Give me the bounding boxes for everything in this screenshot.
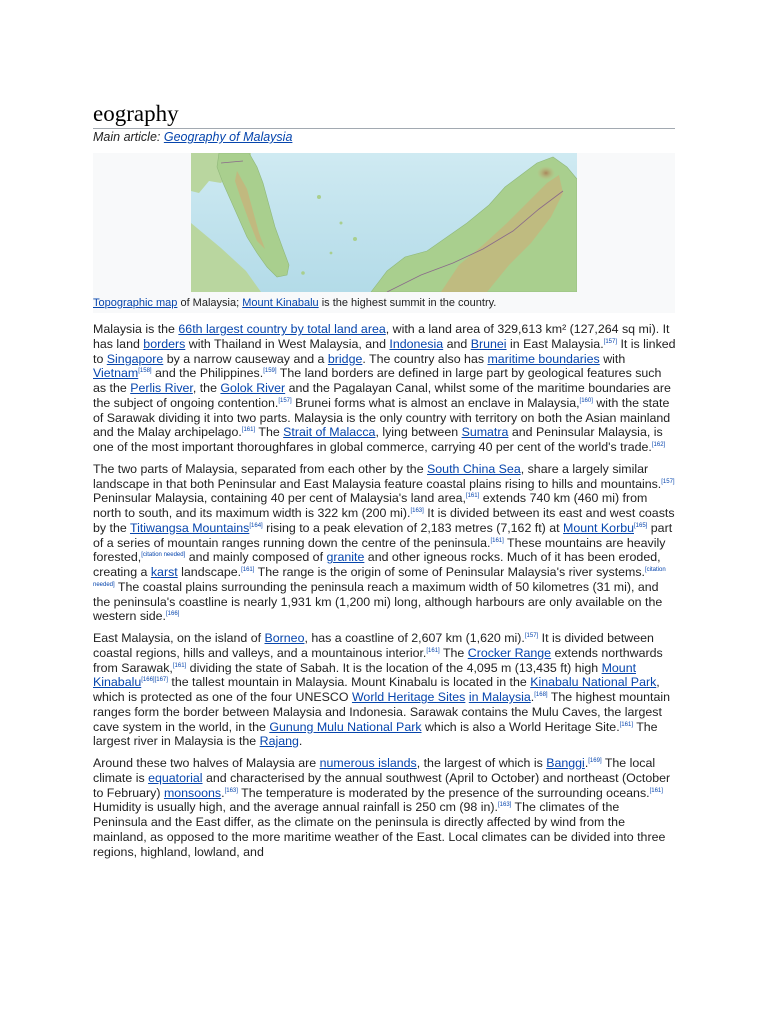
text: and (443, 336, 471, 351)
reference[interactable]: [157] (278, 397, 292, 404)
link[interactable]: 66th largest country by total land area (178, 322, 386, 336)
mount-kinabalu-marker (537, 166, 555, 180)
text: rising to a peak elevation of 2,183 metres (7,162 ft) at (262, 520, 564, 535)
reference[interactable]: [157] (603, 338, 618, 345)
text: The coastal plains surrounding the peninsula reach a maximum width of 50 kilometres (31 mi), and the peninsula's coastline is nearly 1,931 km (1,200 mi) long, although harbours are only available on the western side. (93, 579, 663, 624)
reference[interactable]: [165] (633, 522, 648, 529)
text: Humidity is usually high, and the average annual rainfall is 250 cm (98 in). (93, 800, 498, 815)
text: . (530, 690, 535, 704)
text: , share a largely similar landscape in that both Peninsular and East Malaysia feature coastal plains rising to hills and mountains. (93, 461, 662, 491)
link[interactable]: Mount Kinabalu (93, 660, 637, 690)
reference[interactable]: [157] (661, 478, 675, 485)
link[interactable]: Singapore (106, 351, 164, 366)
malaysia-topographic-map[interactable] (191, 153, 577, 292)
link[interactable]: numerous islands (319, 756, 417, 770)
text: landscape. (177, 565, 242, 579)
text: The largest river in Malaysia is the (93, 719, 658, 749)
link[interactable]: maritime boundaries (487, 351, 600, 366)
reference[interactable]: [169] (588, 757, 602, 764)
text: the tallest mountain in Malaysia. Mount Kinabalu is located in the (167, 675, 531, 690)
text: with (599, 351, 626, 366)
link[interactable]: Borneo (264, 631, 305, 645)
reference[interactable]: [161] (241, 566, 255, 573)
text: and mainly composed of (185, 550, 327, 565)
text: The temperature is moderated by the presence of the surrounding oceans. (237, 785, 650, 800)
text: , the largest of which is (416, 756, 547, 770)
section-heading: eography (93, 100, 675, 129)
text: . (298, 734, 303, 749)
text: and characterised by the annual southwest (April to October) and northeast (October to February) (93, 770, 671, 800)
link[interactable]: Banggi (546, 756, 585, 770)
text: It is divided between its east and west coasts by the (93, 506, 675, 535)
reference[interactable]: [161] (465, 493, 480, 500)
reference[interactable]: [158] (138, 368, 152, 375)
reference[interactable]: [162] (651, 441, 666, 448)
text: and Peninsular Malaysia, is one of the most important thoroughfares in global commerce, carrying 40 per cent of the world's trade. (93, 425, 663, 454)
reference[interactable]: [159] (263, 368, 277, 375)
text: . (584, 756, 589, 770)
text: , with a land area of 329,613 km² (127,264 sq mi). It has land (93, 322, 670, 351)
link[interactable]: in Malaysia (468, 690, 531, 704)
text: East Malaysia, on the island of (93, 631, 265, 645)
figure-caption (93, 297, 496, 309)
text: extends northwards from Sarawak, (93, 645, 663, 675)
text: The highest mountain ranges form the border between Malaysia and Indonesia. Sarawak contains the Mulu Caves, the largest cave system in the world, in the (93, 690, 670, 734)
text: Malaysia is the (93, 322, 179, 336)
reference[interactable]: [163] (497, 802, 512, 809)
reference[interactable]: [161] (172, 662, 187, 669)
island (301, 271, 305, 275)
reference[interactable]: [163] (410, 507, 424, 514)
link[interactable]: equatorial (148, 770, 203, 785)
text: It is divided between coastal regions, hills and valleys, and a mountainous interior. (93, 631, 654, 660)
text: extends 740 km (460 mi) from north to south, and its maximum width is 322 km (200 mi). (93, 491, 648, 520)
text: which is also a World Heritage Site. (421, 719, 620, 734)
link[interactable]: South China Sea (427, 461, 521, 476)
reference[interactable]: [161] (241, 427, 256, 434)
reference[interactable]: [157] (524, 632, 539, 639)
paragraph-1 (93, 322, 677, 455)
link[interactable]: Titiwangsa Mountains (129, 520, 250, 535)
reference[interactable]: [161] (490, 537, 504, 544)
text: , has a coastline of 2,607 km (1,620 mi). (304, 631, 525, 645)
link[interactable]: bridge (327, 351, 363, 366)
reference[interactable]: [161] (619, 721, 633, 728)
text: Around these two halves of Malaysia are (93, 756, 320, 770)
text: by a narrow causeway and a (163, 351, 328, 366)
topographic-map-figure (93, 153, 675, 313)
island (317, 195, 321, 199)
link[interactable]: Indonesia (389, 336, 444, 351)
reference[interactable]: [168] (534, 691, 548, 698)
text: These mountains are heavily forested, (93, 535, 666, 565)
text: The two parts of Malaysia, separated from each other by the (93, 461, 428, 476)
link[interactable]: monsoons (163, 785, 222, 800)
paragraph-2 (93, 462, 677, 624)
text: dividing the state of Sabah. It is the location of the 4,095 m (13,435 ft) high (186, 660, 602, 675)
text: , lying between (375, 425, 462, 440)
link[interactable]: Gunung Mulu National Park (269, 719, 422, 734)
link[interactable]: karst (150, 565, 178, 579)
link[interactable]: granite (326, 550, 365, 565)
link[interactable]: Kinabalu National Park (530, 675, 657, 690)
link[interactable]: Sumatra (461, 425, 509, 440)
text: and the Philippines. (151, 366, 264, 381)
reference[interactable]: [166][167] (141, 677, 168, 684)
paragraph-4 (93, 756, 677, 859)
reference[interactable]: [160] (579, 397, 593, 404)
text: , the (192, 381, 221, 395)
link[interactable]: Brunei (470, 336, 507, 351)
text: The land borders are defined in large part by geological features such as the (93, 366, 662, 395)
link[interactable]: borders (143, 336, 186, 351)
text: and the Pagalayan Canal, whilst some of the maritime boundaries are the subject of ongoing contention. (93, 381, 671, 410)
text: of Malaysia; (177, 297, 243, 309)
paragraph-3 (93, 631, 677, 749)
reference[interactable]: [citation needed] (93, 566, 666, 588)
link[interactable]: Rajang (259, 734, 299, 749)
text: , which is protected as one of the four UNESCO (93, 675, 660, 704)
reference[interactable]: [citation needed] (141, 552, 186, 559)
text: The (255, 425, 284, 440)
text: part of a series of mountain ranges running down the centre of the peninsula. (93, 520, 673, 550)
mount-kinabalu-caption-link[interactable]: Mount Kinabalu (242, 297, 319, 309)
topographic-map-link[interactable]: Topographic map (93, 297, 178, 309)
link[interactable]: World Heritage Sites (351, 690, 466, 704)
reference[interactable]: [164] (249, 522, 263, 529)
text: The climates of the Peninsula and the East differ, as the climate on the peninsula is directly affected by wind from the mainland, as opposed to the more maritime weather of the East. Local climates can be divided into three regions, highland, lowland, and (93, 800, 666, 859)
text: It is linked to (93, 336, 676, 366)
island (340, 222, 343, 225)
text: with the state of Sarawak dividing it into two parts. Malaysia is the only country with territory on both the Asian mainland and the Malay archipelago. (93, 395, 671, 440)
text: Peninsular Malaysia, containing 40 per cent of Malaysia's land area, (93, 491, 466, 506)
island (353, 237, 357, 241)
text: . The country also has (362, 351, 488, 366)
link[interactable]: Perlis River (130, 381, 193, 395)
link[interactable]: Mount Korbu (563, 520, 634, 535)
link[interactable]: Strait of Malacca (283, 425, 376, 440)
reference[interactable]: [166] (166, 611, 180, 618)
text: with Thailand in West Malaysia, and (185, 336, 390, 351)
text: is the highest summit in the country. (318, 297, 497, 309)
link[interactable]: Crocker Range (467, 645, 552, 660)
text: and other igneous rocks. Much of it has been eroded, creating a (93, 550, 661, 579)
link[interactable]: Vietnam (93, 366, 139, 381)
link[interactable]: Golok River (220, 381, 286, 395)
reference[interactable]: [161] (426, 647, 440, 654)
text: Brunei forms what is almost an enclave in Malaysia, (291, 395, 580, 410)
text: in East Malaysia. (506, 336, 604, 351)
text: . (221, 785, 225, 800)
reference[interactable]: [161] (649, 787, 663, 794)
reference[interactable]: [163] (224, 787, 238, 794)
article-body (93, 322, 677, 866)
text: The (439, 645, 468, 660)
text: The range is the origin of some of Peninsular Malaysia's river systems. (254, 565, 645, 579)
island (330, 252, 333, 255)
hatnote-prefix: Main article: (93, 130, 164, 144)
geography-of-malaysia-link[interactable]: Geography of Malaysia (163, 130, 293, 144)
text: The local climate is (93, 756, 656, 785)
main-article-hatnote (93, 130, 292, 144)
